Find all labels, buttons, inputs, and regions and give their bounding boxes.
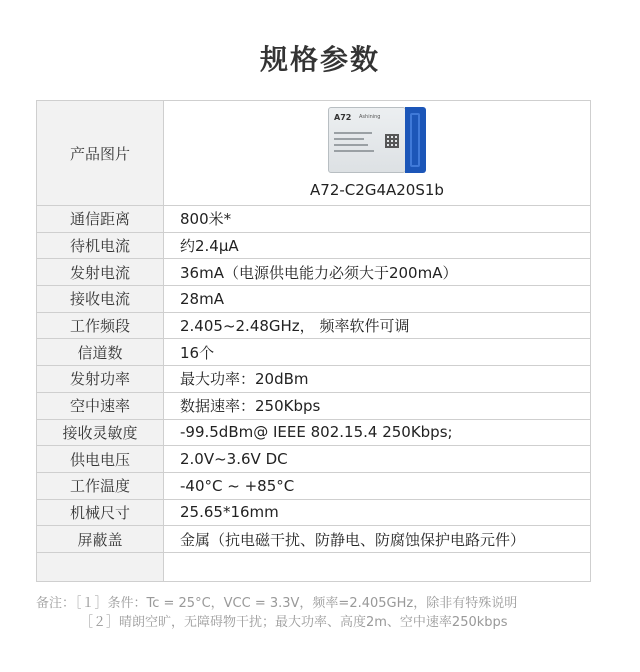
row-label: 信道数	[37, 339, 164, 366]
row-value: 金属（抗电磁干扰、防静电、防腐蚀保护电路元件）	[164, 526, 591, 553]
row-value: 约2.4μA	[164, 232, 591, 259]
chip-print-line	[334, 138, 364, 140]
module-image	[328, 107, 426, 173]
row-value: 数据速率：250Kbps	[164, 392, 591, 419]
product-model-name: A72-C2G4A20S1b	[310, 181, 444, 199]
row-value: 2.405~2.48GHz， 频率软件可调	[164, 312, 591, 339]
table-row	[37, 339, 591, 366]
product-photo-cell	[164, 101, 591, 206]
table-row	[37, 499, 591, 526]
row-value: 16个	[164, 339, 591, 366]
table-row	[37, 232, 591, 259]
row-value: 28mA	[164, 286, 591, 313]
row-label: 工作频段	[37, 312, 164, 339]
table-row	[37, 526, 591, 553]
table-row	[37, 419, 591, 446]
chip-print-line	[334, 150, 374, 152]
row-label: 空中速率	[37, 392, 164, 419]
table-row	[37, 286, 591, 313]
table-row	[37, 259, 591, 286]
row-label: 发射电流	[37, 259, 164, 286]
row-label: 产品图片	[37, 101, 164, 206]
row-label: 待机电流	[37, 232, 164, 259]
table-row	[37, 206, 591, 233]
row-label: 发射功率	[37, 366, 164, 393]
table-row	[37, 446, 591, 473]
table-row-photo	[37, 101, 591, 206]
chip-print-line	[334, 132, 372, 134]
row-label: 供电电压	[37, 446, 164, 473]
row-label	[37, 552, 164, 581]
table-row	[37, 472, 591, 499]
module-chip	[328, 107, 406, 173]
row-label: 接收电流	[37, 286, 164, 313]
row-value	[164, 552, 591, 581]
table-row-empty	[37, 552, 591, 581]
row-value: 25.65*16mm	[164, 499, 591, 526]
row-label: 通信距离	[37, 206, 164, 233]
qr-code-icon	[385, 134, 399, 148]
footnote-line: ［２］晴朗空旷，无障碍物干扰；最大功率、高度2m、空中速率250kbps	[80, 615, 508, 630]
table-row	[37, 366, 591, 393]
row-label: 工作温度	[37, 472, 164, 499]
page-title: 规格参数	[259, 43, 380, 76]
row-label: 接收灵敏度	[37, 419, 164, 446]
footnotes	[36, 594, 517, 632]
footnote-line: 备注：［１］条件：Tc = 25°C，VCC = 3.3V，频率=2.405GHz，除非有特殊说明	[36, 596, 518, 611]
pcb-antenna	[405, 107, 426, 173]
row-value: -99.5dBm@ IEEE 802.15.4 250Kbps;	[164, 419, 591, 446]
row-value: 最大功率：20dBm	[164, 366, 591, 393]
chip-print-line	[334, 144, 368, 146]
spec-table	[36, 100, 591, 582]
row-value: -40°C ~ +85°C	[164, 472, 591, 499]
row-value: 2.0V~3.6V DC	[164, 446, 591, 473]
row-value: 36mA（电源供电能力必须大于200mA）	[164, 259, 591, 286]
row-label: 机械尺寸	[37, 499, 164, 526]
table-row	[37, 312, 591, 339]
chip-model-label: A72	[334, 113, 352, 122]
table-row	[37, 392, 591, 419]
chip-brand-logo: Ashining	[359, 114, 381, 120]
row-value: 800米*	[164, 206, 591, 233]
row-label: 屏蔽盖	[37, 526, 164, 553]
